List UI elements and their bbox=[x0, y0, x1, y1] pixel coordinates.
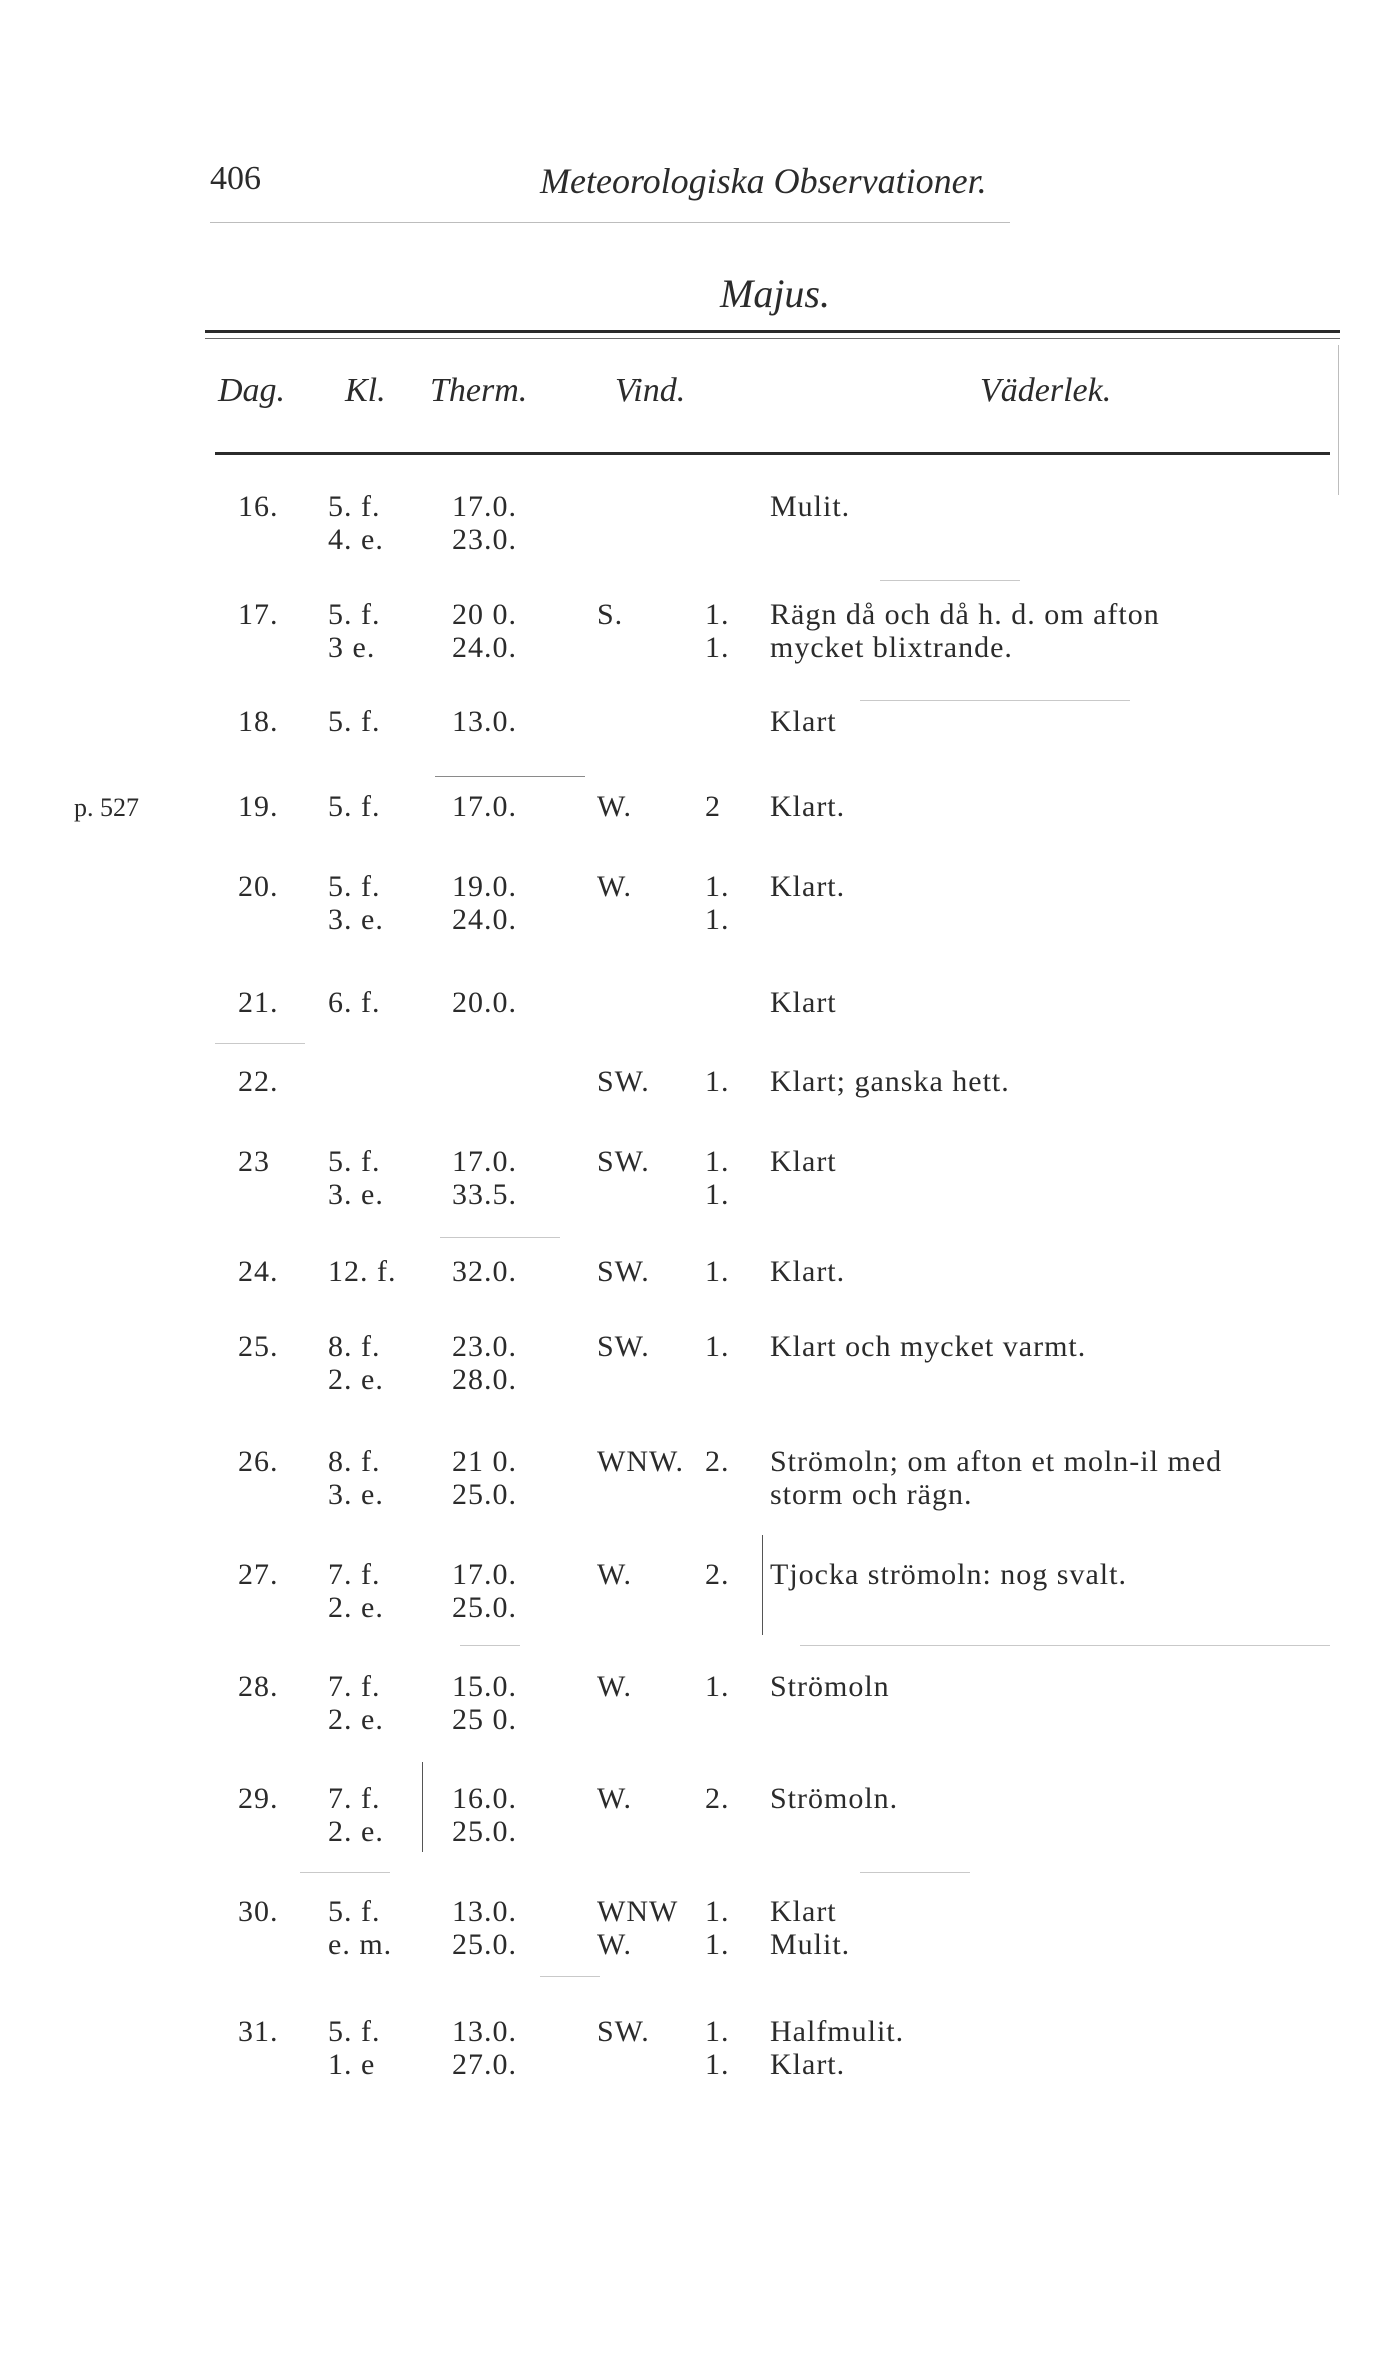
cell-force: 2. bbox=[705, 1558, 730, 1591]
cell-kl: 4. e. bbox=[328, 523, 384, 556]
cell-kl: 5. f. bbox=[328, 1145, 381, 1178]
cell-kl: 5. f. bbox=[328, 705, 381, 738]
cell-dag: 27. bbox=[238, 1558, 279, 1591]
cell-therm: 17.0. bbox=[452, 790, 517, 823]
cell-dag: 23 bbox=[238, 1145, 270, 1178]
cell-kl: 5. f. bbox=[328, 790, 381, 823]
cell-dag: 17. bbox=[238, 598, 279, 631]
cell-vader: storm och rägn. bbox=[770, 1478, 973, 1511]
cell-dag: 18. bbox=[238, 705, 279, 738]
separator bbox=[440, 1237, 560, 1238]
cell-kl: e. m. bbox=[328, 1928, 393, 1961]
cell-therm: 20 0. bbox=[452, 598, 517, 631]
cell-vader: Mulit. bbox=[770, 490, 851, 523]
cell-therm: 17.0. bbox=[452, 1145, 517, 1178]
cell-kl: 5. f. bbox=[328, 870, 381, 903]
cell-therm: 32.0. bbox=[452, 1255, 517, 1288]
header-divider bbox=[210, 222, 1010, 223]
cell-therm: 24.0. bbox=[452, 631, 517, 664]
cell-force: 1. bbox=[705, 598, 730, 631]
top-rule-thick bbox=[205, 330, 1340, 333]
cell-vader: Klart bbox=[770, 986, 837, 1019]
cell-therm: 27.0. bbox=[452, 2048, 517, 2081]
cell-dag: 22. bbox=[238, 1065, 279, 1098]
cell-vind: W. bbox=[597, 1928, 633, 1961]
cell-dag: 16. bbox=[238, 490, 279, 523]
cell-vader: Rägn då och då h. d. om afton bbox=[770, 598, 1160, 631]
cell-vind: SW. bbox=[597, 1330, 650, 1363]
cell-kl: 3. e. bbox=[328, 1178, 384, 1211]
cell-therm: 13.0. bbox=[452, 705, 517, 738]
running-title: Meteorologiska Observationer. bbox=[540, 161, 987, 201]
cell-kl: 8. f. bbox=[328, 1445, 381, 1478]
month-title: Majus. bbox=[720, 271, 830, 316]
cell-vader: Strömoln. bbox=[770, 1782, 899, 1815]
cell-vader: Klart. bbox=[770, 1255, 846, 1288]
cell-vader: Mulit. bbox=[770, 1928, 851, 1961]
cell-therm: 28.0. bbox=[452, 1363, 517, 1396]
cell-vader: Halfmulit. bbox=[770, 2015, 905, 2048]
col-header-vaderlek: Väderlek. bbox=[980, 372, 1112, 409]
cell-force: 2 bbox=[705, 790, 721, 823]
cell-dag: 19. bbox=[238, 790, 279, 823]
cell-dag: 31. bbox=[238, 2015, 279, 2048]
col-header-kl: Kl. bbox=[345, 372, 386, 409]
cell-therm: 16.0. bbox=[452, 1782, 517, 1815]
cell-vader: Klart bbox=[770, 705, 837, 738]
cell-vind: W. bbox=[597, 790, 633, 823]
cell-vader: Klart bbox=[770, 1145, 837, 1178]
cell-kl: 5. f. bbox=[328, 490, 381, 523]
cell-vind: S. bbox=[597, 598, 624, 631]
cell-kl: 2. e. bbox=[328, 1591, 384, 1624]
cell-dag: 28. bbox=[238, 1670, 279, 1703]
cell-kl: 12. f. bbox=[328, 1255, 397, 1288]
cell-force: 1. bbox=[705, 1670, 730, 1703]
cell-vader: Klart. bbox=[770, 790, 846, 823]
page-number: 406 bbox=[210, 160, 261, 197]
cell-kl: 5. f. bbox=[328, 2015, 381, 2048]
cell-vind: WNW. bbox=[597, 1445, 685, 1478]
col-header-dag: Dag. bbox=[218, 372, 286, 409]
cell-therm: 13.0. bbox=[452, 1895, 517, 1928]
cell-force: 1. bbox=[705, 1145, 730, 1178]
cell-force: 1. bbox=[705, 1178, 730, 1211]
cell-vind: SW. bbox=[597, 2015, 650, 2048]
cell-force: 1. bbox=[705, 1895, 730, 1928]
cell-therm: 25.0. bbox=[452, 1815, 517, 1848]
cell-vader: Tjocka strömoln: nog svalt. bbox=[770, 1558, 1127, 1591]
cell-kl: 7. f. bbox=[328, 1558, 381, 1591]
separator bbox=[860, 1872, 970, 1873]
separator bbox=[435, 776, 585, 777]
cell-force: 1. bbox=[705, 903, 730, 936]
top-rule-thin bbox=[205, 338, 1340, 339]
cell-dag: 24. bbox=[238, 1255, 279, 1288]
cell-therm: 17.0. bbox=[452, 490, 517, 523]
cell-vader: Strömoln; om afton et moln-il med bbox=[770, 1445, 1223, 1478]
separator bbox=[540, 1976, 600, 1977]
cell-therm: 24.0. bbox=[452, 903, 517, 936]
cell-force: 1. bbox=[705, 631, 730, 664]
vertical-rule bbox=[762, 1535, 763, 1635]
cell-kl: 6. f. bbox=[328, 986, 381, 1019]
cell-therm: 21 0. bbox=[452, 1445, 517, 1478]
separator bbox=[215, 1043, 305, 1044]
cell-dag: 25. bbox=[238, 1330, 279, 1363]
cell-kl: 7. f. bbox=[328, 1670, 381, 1703]
cell-therm: 25.0. bbox=[452, 1478, 517, 1511]
cell-kl: 1. e bbox=[328, 2048, 376, 2081]
cell-vader: Klart bbox=[770, 1895, 837, 1928]
cell-therm: 20.0. bbox=[452, 986, 517, 1019]
separator bbox=[860, 700, 1130, 701]
cell-therm: 25 0. bbox=[452, 1703, 517, 1736]
cell-kl: 8. f. bbox=[328, 1330, 381, 1363]
cell-therm: 13.0. bbox=[452, 2015, 517, 2048]
cell-dag: 30. bbox=[238, 1895, 279, 1928]
cell-force: 1. bbox=[705, 2015, 730, 2048]
cell-vind: WNW bbox=[597, 1895, 679, 1928]
col-header-therm: Therm. bbox=[430, 372, 528, 409]
cell-therm: 15.0. bbox=[452, 1670, 517, 1703]
separator bbox=[460, 1645, 520, 1646]
cell-kl: 7. f. bbox=[328, 1782, 381, 1815]
cell-therm: 25.0. bbox=[452, 1591, 517, 1624]
cell-dag: 20. bbox=[238, 870, 279, 903]
cell-therm: 33.5. bbox=[452, 1178, 517, 1211]
cell-dag: 21. bbox=[238, 986, 279, 1019]
cell-vind: W. bbox=[597, 1782, 633, 1815]
cell-therm: 23.0. bbox=[452, 523, 517, 556]
header-bottom-rule bbox=[215, 452, 1330, 455]
cell-therm: 19.0. bbox=[452, 870, 517, 903]
cell-kl: 2. e. bbox=[328, 1363, 384, 1396]
separator bbox=[800, 1645, 1330, 1646]
separator bbox=[880, 580, 1020, 581]
cell-kl: 2. e. bbox=[328, 1703, 384, 1736]
cell-kl: 3. e. bbox=[328, 1478, 384, 1511]
cell-force: 1. bbox=[705, 1255, 730, 1288]
cell-vind: SW. bbox=[597, 1145, 650, 1178]
cell-force: 1. bbox=[705, 1330, 730, 1363]
cell-force: 1. bbox=[705, 1065, 730, 1098]
cell-vader: mycket blixtrande. bbox=[770, 631, 1013, 664]
cell-force: 2. bbox=[705, 1445, 730, 1478]
cell-kl: 5. f. bbox=[328, 598, 381, 631]
cell-vader: Klart och mycket varmt. bbox=[770, 1330, 1087, 1363]
cell-vind: SW. bbox=[597, 1065, 650, 1098]
cell-force: 1. bbox=[705, 1928, 730, 1961]
cell-dag: 26. bbox=[238, 1445, 279, 1478]
cell-dag: 29. bbox=[238, 1782, 279, 1815]
col-header-vind: Vind. bbox=[615, 372, 686, 409]
cell-therm: 17.0. bbox=[452, 1558, 517, 1591]
vertical-rule bbox=[1338, 345, 1339, 495]
cell-kl: 3 e. bbox=[328, 631, 376, 664]
vertical-rule bbox=[422, 1762, 423, 1852]
cell-vader: Klart; ganska hett. bbox=[770, 1065, 1010, 1098]
cell-kl: 3. e. bbox=[328, 903, 384, 936]
cell-therm: 25.0. bbox=[452, 1928, 517, 1961]
cell-vind: W. bbox=[597, 1670, 633, 1703]
cell-vader: Klart. bbox=[770, 2048, 846, 2081]
cell-force: 1. bbox=[705, 2048, 730, 2081]
margin-note: p. 527 bbox=[74, 793, 139, 822]
cell-vader: Strömoln bbox=[770, 1670, 890, 1703]
cell-force: 2. bbox=[705, 1782, 730, 1815]
cell-kl: 5. f. bbox=[328, 1895, 381, 1928]
cell-vader: Klart. bbox=[770, 870, 846, 903]
cell-force: 1. bbox=[705, 870, 730, 903]
cell-kl: 2. e. bbox=[328, 1815, 384, 1848]
cell-vind: W. bbox=[597, 1558, 633, 1591]
cell-vind: SW. bbox=[597, 1255, 650, 1288]
separator bbox=[300, 1872, 390, 1873]
cell-therm: 23.0. bbox=[452, 1330, 517, 1363]
cell-vind: W. bbox=[597, 870, 633, 903]
